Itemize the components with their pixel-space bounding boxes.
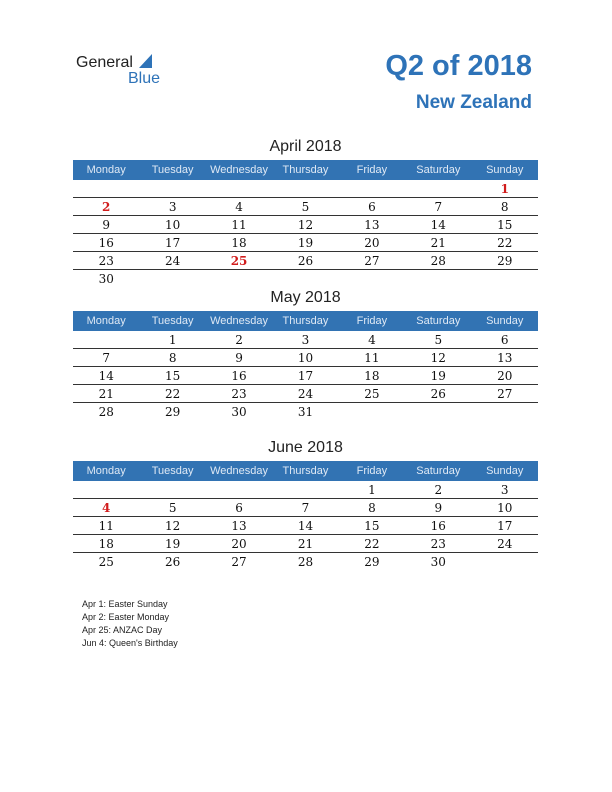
day-cell: 20 xyxy=(231,536,247,551)
day-cell: 13 xyxy=(364,217,380,232)
page-title: Q2 of 2018 xyxy=(385,50,532,82)
day-cell: 25 xyxy=(230,253,248,268)
week-row xyxy=(73,270,538,287)
day-cell: 30 xyxy=(430,554,446,569)
week-row xyxy=(73,499,538,517)
weekday-header xyxy=(73,160,538,180)
weekday-label: Monday xyxy=(86,315,126,327)
day-cell: 4 xyxy=(102,500,111,515)
weekday-label: Tuesday xyxy=(151,465,194,477)
day-cell: 18 xyxy=(364,368,380,383)
weekday-label: Tuesday xyxy=(151,315,194,327)
day-cell: 7 xyxy=(434,199,443,214)
day-cell: 19 xyxy=(297,235,314,250)
day-cell: 19 xyxy=(164,536,181,551)
week-row xyxy=(73,252,538,270)
day-cell: 4 xyxy=(368,332,376,347)
day-cell: 1 xyxy=(168,332,177,347)
day-cell: 18 xyxy=(98,536,114,551)
weekday-label: Monday xyxy=(86,164,126,176)
day-cell: 10 xyxy=(497,500,513,515)
day-cell: 24 xyxy=(297,386,314,401)
weekday-label: Wednesday xyxy=(210,315,268,327)
day-cell: 27 xyxy=(231,554,247,569)
day-cell: 15 xyxy=(364,518,380,533)
day-cell: 6 xyxy=(368,199,376,214)
day-cell: 29 xyxy=(497,253,513,268)
day-cell: 25 xyxy=(364,386,380,401)
day-cell: 15 xyxy=(164,368,181,383)
day-cell: 23 xyxy=(98,253,114,268)
day-cell: 10 xyxy=(164,217,181,232)
weekday-label: Saturday xyxy=(416,465,461,477)
week-row xyxy=(73,367,538,385)
holiday-note: Jun 4: Queen's Birthday xyxy=(82,638,178,648)
day-cell: 6 xyxy=(500,332,509,347)
day-cell: 2 xyxy=(235,332,243,347)
weekday-header xyxy=(73,311,538,331)
logo-word-general: General xyxy=(76,54,133,71)
day-cell: 26 xyxy=(430,386,446,401)
day-cell: 15 xyxy=(497,217,513,232)
brand-logo xyxy=(76,52,176,92)
day-cell: 13 xyxy=(497,350,513,365)
day-cell: 1 xyxy=(500,181,509,196)
day-cell: 8 xyxy=(500,199,509,214)
day-cell: 9 xyxy=(434,500,443,515)
day-cell: 29 xyxy=(164,404,181,419)
day-cell: 11 xyxy=(231,217,247,232)
week-row xyxy=(73,403,538,420)
day-cell: 2 xyxy=(434,482,443,497)
week-row xyxy=(73,385,538,403)
day-cell: 21 xyxy=(297,536,314,551)
day-cell: 11 xyxy=(98,518,114,533)
day-cell: 26 xyxy=(297,253,314,268)
day-cell: 12 xyxy=(297,217,314,232)
day-cell: 28 xyxy=(430,253,446,268)
country-name: New Zealand xyxy=(415,92,532,113)
week-row xyxy=(73,517,538,535)
month-title: June 2018 xyxy=(268,439,343,456)
day-cell: 28 xyxy=(98,404,114,419)
day-cell: 30 xyxy=(98,271,114,286)
day-cell: 17 xyxy=(297,368,314,383)
day-cell: 5 xyxy=(168,500,177,515)
logo-word-blue: Blue xyxy=(128,70,161,87)
day-cell: 10 xyxy=(297,350,314,365)
day-cell: 2 xyxy=(102,199,111,214)
day-cell: 17 xyxy=(164,235,181,250)
calendar-month-june xyxy=(73,439,538,570)
weekday-label: Sunday xyxy=(486,465,524,477)
weekday-label: Friday xyxy=(356,315,388,327)
day-cell: 9 xyxy=(102,217,111,232)
weekday-label: Friday xyxy=(356,164,388,176)
weekday-label: Sunday xyxy=(486,315,524,327)
day-cell: 17 xyxy=(497,518,513,533)
week-row xyxy=(73,234,538,252)
day-cell: 23 xyxy=(430,536,446,551)
week-row xyxy=(73,198,538,216)
day-cell: 14 xyxy=(430,217,446,232)
day-cell: 5 xyxy=(434,332,443,347)
day-cell: 23 xyxy=(231,386,247,401)
day-cell: 20 xyxy=(364,235,380,250)
day-cell: 14 xyxy=(297,518,314,533)
day-cell: 16 xyxy=(231,368,247,383)
day-cell: 4 xyxy=(235,199,243,214)
day-cell: 27 xyxy=(497,386,513,401)
holiday-notes xyxy=(82,598,178,650)
day-cell: 11 xyxy=(364,350,380,365)
day-cell: 19 xyxy=(430,368,446,383)
weekday-label: Thursday xyxy=(282,315,329,327)
day-cell: 20 xyxy=(497,368,513,383)
holiday-note: Apr 25: ANZAC Day xyxy=(82,625,163,635)
week-row xyxy=(73,535,538,553)
day-cell: 28 xyxy=(297,554,314,569)
day-cell: 8 xyxy=(168,350,177,365)
day-cell: 7 xyxy=(301,500,310,515)
day-cell: 22 xyxy=(364,536,380,551)
day-cell: 26 xyxy=(164,554,181,569)
weekday-label: Thursday xyxy=(282,164,329,176)
weekday-label: Sunday xyxy=(486,164,524,176)
weekday-label: Wednesday xyxy=(210,465,268,477)
day-cell: 31 xyxy=(297,404,314,419)
day-cell: 1 xyxy=(368,482,376,497)
week-row xyxy=(73,331,538,349)
week-row xyxy=(73,216,538,234)
day-cell: 16 xyxy=(98,235,114,250)
day-cell: 25 xyxy=(98,554,114,569)
weekday-label: Saturday xyxy=(416,315,461,327)
weekday-label: Tuesday xyxy=(151,164,194,176)
calendar-month-may xyxy=(73,289,538,420)
day-cell: 8 xyxy=(368,500,376,515)
weekday-header xyxy=(73,461,538,481)
week-row xyxy=(73,481,538,499)
day-cell: 12 xyxy=(164,518,181,533)
month-title: May 2018 xyxy=(270,289,341,306)
day-cell: 14 xyxy=(98,368,114,383)
day-cell: 3 xyxy=(301,332,310,347)
day-cell: 24 xyxy=(164,253,181,268)
week-row xyxy=(73,349,538,367)
day-cell: 29 xyxy=(364,554,380,569)
weekday-label: Thursday xyxy=(282,465,329,477)
day-cell: 16 xyxy=(430,518,446,533)
day-cell: 7 xyxy=(102,350,111,365)
day-cell: 30 xyxy=(231,404,247,419)
day-cell: 12 xyxy=(430,350,446,365)
weekday-label: Monday xyxy=(86,465,126,477)
week-row xyxy=(73,553,538,570)
day-cell: 3 xyxy=(168,199,177,214)
month-title: April 2018 xyxy=(269,138,342,155)
day-cell: 3 xyxy=(500,482,509,497)
day-cell: 6 xyxy=(235,500,243,515)
calendar-month-april xyxy=(73,138,538,287)
day-cell: 27 xyxy=(364,253,380,268)
day-cell: 22 xyxy=(497,235,513,250)
weekday-label: Friday xyxy=(356,465,388,477)
week-row xyxy=(73,180,538,198)
day-cell: 24 xyxy=(497,536,513,551)
day-cell: 18 xyxy=(231,235,247,250)
day-cell: 21 xyxy=(98,386,114,401)
holiday-note: Apr 1: Easter Sunday xyxy=(82,599,168,609)
day-cell: 5 xyxy=(301,199,310,214)
day-cell: 9 xyxy=(235,350,243,365)
weekday-label: Wednesday xyxy=(210,164,268,176)
day-cell: 22 xyxy=(164,386,181,401)
weekday-label: Saturday xyxy=(416,164,461,176)
day-cell: 21 xyxy=(430,235,446,250)
holiday-note: Apr 2: Easter Monday xyxy=(82,612,170,622)
logo-triangle-icon xyxy=(139,54,152,68)
day-cell: 13 xyxy=(231,518,247,533)
